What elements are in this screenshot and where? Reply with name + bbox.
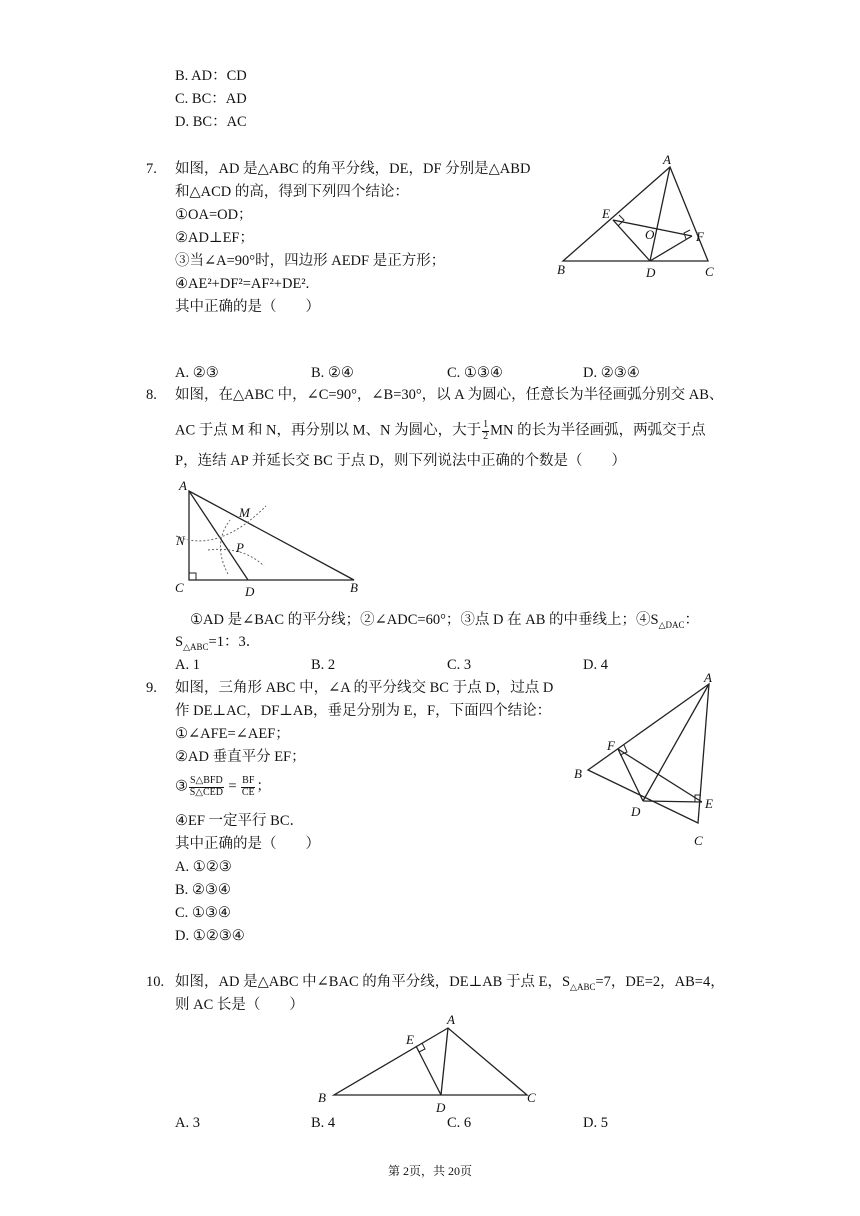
q9-s3-equals: = (224, 778, 241, 795)
q8-label-a: A (179, 478, 187, 493)
q9-figure (565, 668, 735, 853)
q9-label-e: E (705, 796, 713, 811)
q8-fraction-top: 1 (483, 419, 489, 430)
q10-figure (315, 1008, 555, 1118)
q9-option-c: C. ①③④ (175, 905, 231, 921)
q10-line1-end: =7，DE=2，AB=4， (595, 974, 725, 990)
q8-label-d: D (245, 584, 255, 599)
q9-option-d: D. ①②③④ (175, 928, 245, 944)
q8-ratio: =1：3． (208, 634, 261, 650)
q10-label-b: B (318, 1090, 326, 1105)
q7-statement-4: ④AE²+DF²=AF²+DE². (175, 276, 310, 292)
q8-figure (168, 474, 378, 602)
q7-ask: 其中正确的是（ ） (175, 299, 320, 315)
q8-label-m: M (239, 505, 250, 520)
q10-segment-ad (441, 1028, 448, 1095)
q10-triangle-abc (334, 1028, 527, 1095)
q9-line2: 作 DE⊥AC，DF⊥AB，垂足分别为 E，F，下面四个结论： (175, 703, 552, 719)
q9-label-d: D (631, 804, 641, 819)
q9-s3-prefix: ③ (175, 778, 188, 795)
q7-label-e: E (602, 206, 610, 221)
q9-s3-left-den: S△CED (189, 786, 223, 798)
q8-line2 (175, 420, 706, 442)
q7-label-b: B (557, 262, 565, 277)
q9-statement-1: ①∠AFE=∠AEF； (175, 726, 290, 742)
q9-ask: 其中正确的是（ ） (175, 836, 320, 852)
q7-statement-2: ②AD⊥EF； (175, 230, 254, 246)
q8-fraction-bottom: 2 (483, 430, 489, 442)
q10-line1 (175, 974, 725, 993)
q7-option-a: A. ②③ (175, 365, 219, 381)
q10-line1-text: 如图，AD 是△ABC 中∠BAC 的角平分线，DE⊥AB 于点 E，S (175, 974, 571, 990)
q7-right-angle-e (618, 215, 624, 226)
q9-s3-right-num: BF (242, 775, 255, 786)
q8-label-c: C (175, 580, 184, 595)
page-footer: 第 2页，共 20页 (387, 1164, 472, 1178)
q9-segment-ad (643, 684, 709, 801)
q8-line1: 如图，在△ABC 中，∠C=90°，∠B=30°，以 A 为圆心，任意长为半径画弧分别交 AB、 (175, 387, 724, 403)
q6-option-d: D. BC：AC (175, 114, 247, 130)
q8-label-n: N (176, 533, 185, 548)
q9-label-c: C (694, 833, 703, 848)
q7-number: 7. (146, 161, 157, 177)
q10-line2: 则 AC 长是（ ） (175, 997, 304, 1013)
q8-statements-colon: ： (684, 612, 700, 628)
q8-option-c: C. 3 (447, 657, 472, 673)
q9-label-f: F (607, 738, 615, 753)
q8-option-d: D. 4 (583, 657, 608, 673)
q10-option-a: A. 3 (175, 1115, 200, 1131)
q9-s3-left-num: S△BFD (190, 775, 223, 786)
q9-s3-right-fraction (241, 776, 255, 798)
q8-label-b: B (350, 580, 358, 595)
q9-statement-2: ②AD 垂直平分 EF； (175, 749, 306, 765)
q9-statement-3 (175, 776, 271, 798)
q8-statements-subscript: △DAC (658, 619, 685, 630)
q7-statement-1: ①OA=OD； (175, 207, 253, 223)
q10-area-subscript: △ABC (570, 981, 596, 992)
q7-statement-3: ③当∠A=90°时，四边形 AEDF 是正方形； (175, 253, 446, 269)
q8-option-b: B. 2 (311, 657, 336, 673)
q9-segment-de (643, 801, 702, 802)
q10-number: 10. (146, 974, 165, 990)
q6-option-c: C. BC：AD (175, 91, 247, 107)
q8-area-subscript: △ABC (183, 641, 209, 652)
q10-label-d: D (436, 1100, 446, 1115)
q7-line2: 和△ACD 的高，得到下列四个结论： (175, 184, 409, 200)
q10-option-c: C. 6 (447, 1115, 472, 1131)
q7-option-b: B. ②④ (311, 365, 354, 381)
q8-arc-center-m (220, 520, 230, 574)
q8-option-a: A. 1 (175, 657, 200, 673)
q10-segment-de (416, 1046, 441, 1095)
q8-number: 8. (146, 387, 157, 403)
q7-triangle-abc (563, 167, 708, 261)
q9-s3-right-den: CE (241, 786, 255, 798)
q7-segment-df (650, 236, 692, 261)
q8-line2-start: AC 于点 M 和 N，再分别以 M、N 为圆心，大于 (175, 422, 482, 439)
q7-label-c: C (705, 264, 714, 279)
q7-line1: 如图，AD 是△ABC 的角平分线，DE，DF 分别是△ABD (175, 161, 531, 177)
q9-s3-end: ； (256, 778, 271, 795)
q6-option-b: B. AD：CD (175, 68, 247, 84)
q10-label-a: A (447, 1012, 455, 1027)
q9-s3-left-fraction (189, 776, 224, 798)
q8-fraction-half (482, 420, 489, 442)
q7-label-a: A (663, 152, 671, 167)
q8-line3: P，连结 AP 并延长交 BC 于点 D，则下列说法中正确的个数是（ ） (175, 453, 626, 469)
q8-area-symbol: S (175, 634, 184, 650)
q9-line1: 如图，三角形 ABC 中，∠A 的平分线交 BC 于点 D，过点 D (175, 680, 554, 696)
q7-label-f: F (696, 229, 704, 244)
q8-statements-line1 (190, 612, 699, 631)
q8-right-angle-c (189, 573, 196, 580)
q7-figure (545, 150, 725, 285)
q7-option-c: C. ①③④ (447, 365, 503, 381)
q10-option-d: D. 5 (583, 1115, 608, 1131)
q9-option-b: B. ②③④ (175, 882, 231, 898)
q10-option-b: B. 4 (311, 1115, 336, 1131)
q9-number: 9. (146, 680, 157, 696)
q8-statements-text: ①AD 是∠BAC 的平分线；②∠ADC=60°；③点 D 在 AB 的中垂线上；④S (190, 612, 659, 628)
q8-line2-end: MN 的长为半径画弧，两弧交于点 (490, 422, 706, 439)
q8-label-p: P (236, 540, 244, 555)
q8-triangle-abc (189, 491, 354, 580)
q10-label-e: E (406, 1032, 414, 1047)
q9-option-a: A. ①②③ (175, 859, 232, 875)
q10-label-c: C (527, 1090, 536, 1105)
q7-option-d: D. ②③④ (583, 365, 640, 381)
q9-statement-4: ④EF 一定平行 BC． (175, 813, 305, 829)
q7-label-d: D (646, 265, 656, 280)
q8-statements-line2 (175, 634, 260, 653)
q7-label-o: O (645, 227, 655, 242)
q9-label-a: A (704, 670, 712, 685)
q9-label-b: B (574, 766, 582, 781)
